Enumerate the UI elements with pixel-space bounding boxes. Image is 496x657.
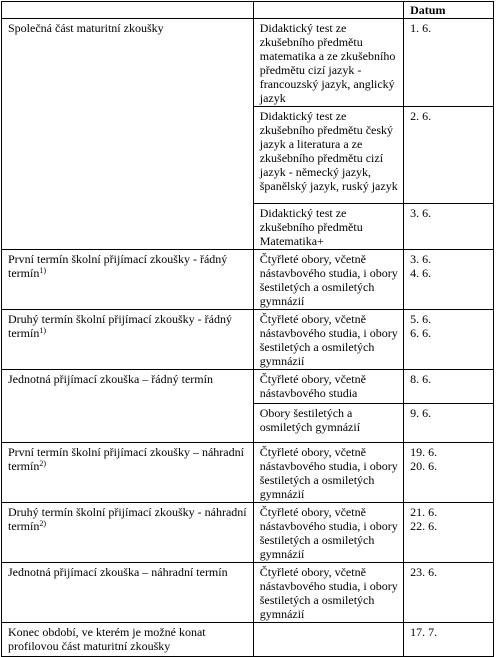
description-cell: Čtyřleté obory, včetně nástavbového studia, i obory šestiletých a osmiletých gymnázií	[253, 250, 403, 310]
date-value: 17. 7.	[410, 625, 438, 639]
footnote-marker: 1)	[39, 266, 46, 275]
description-cell: Čtyřleté obory, včetně nástavbového studia	[253, 370, 403, 404]
date-cell	[404, 204, 494, 250]
event-cell	[2, 503, 254, 563]
description-cell: Čtyřleté obory, včetně nástavbového studia, i obory šestiletých a osmiletých gymnázií	[253, 563, 403, 623]
date-cell	[404, 370, 494, 404]
description-cell: Čtyřleté obory, včetně nástavbového studia, i obory šestiletých a osmiletých gymnázií	[253, 310, 403, 370]
event-cell	[2, 370, 254, 443]
table-row	[2, 310, 494, 370]
date-value: 20. 6.	[410, 459, 438, 473]
date-value: 8. 6.	[410, 372, 432, 386]
date-cell	[404, 443, 494, 503]
header-date: Datum	[404, 2, 494, 19]
date-value: 4. 6.	[410, 266, 432, 280]
description-cell: Čtyřleté obory, včetně nástavbového studia, i obory šestiletých a osmiletých gymnázií	[253, 443, 403, 503]
description-cell	[253, 623, 403, 657]
event-cell	[2, 443, 254, 503]
date-cell	[404, 563, 494, 623]
description-cell: Čtyřleté obory, včetně nástavbového studia, i obory šestiletých a osmiletých gymnázií	[253, 503, 403, 563]
event-cell	[2, 310, 254, 370]
date-value: 21. 6.	[410, 505, 438, 519]
event-label: První termín školní přijímací zkoušky - řádný termín	[8, 252, 228, 280]
table-row	[2, 443, 494, 503]
footnote-marker: 1)	[39, 326, 46, 335]
date-value: 9. 6.	[410, 406, 432, 420]
date-cell	[404, 623, 494, 657]
footnote-marker: 2)	[39, 459, 46, 468]
header-col-2	[253, 2, 403, 19]
table-row	[2, 623, 494, 657]
description-cell: Didaktický test ze zkušebního předmětu český jazyk a literatura a ze zkušebního předmětu cizí jazyk - německý jazyk, španělský jazyk, ruský jazyk	[253, 107, 403, 204]
event-label: Konec období, ve kterém je možné konat profilovou část maturitní zkoušky	[8, 625, 206, 653]
schedule-table	[1, 1, 494, 657]
event-cell	[2, 563, 254, 623]
event-label: Společná část maturitní zkoušky	[8, 21, 164, 35]
date-value: 22. 6.	[410, 519, 438, 533]
date-value: 6. 6.	[410, 326, 432, 340]
date-value: 23. 6.	[410, 565, 438, 579]
table-row	[2, 563, 494, 623]
date-value: 2. 6.	[410, 109, 432, 123]
event-cell	[2, 250, 254, 310]
date-value: 3. 6.	[410, 206, 432, 220]
description-cell: Didaktický test ze zkušebního předmětu Matematika+	[253, 204, 403, 250]
table-row	[2, 250, 494, 310]
date-value: 1. 6.	[410, 21, 432, 35]
event-cell	[2, 623, 254, 657]
date-cell	[404, 250, 494, 310]
footnote-marker: 2)	[39, 519, 46, 528]
date-cell	[404, 19, 494, 107]
table-row	[2, 503, 494, 563]
description-cell: Didaktický test ze zkušebního předmětu matematika a ze zkušebního předmětu cizí jazyk - francouzský jazyk, anglický jazyk	[253, 19, 403, 107]
date-cell	[404, 107, 494, 204]
date-value: 19. 6.	[410, 445, 438, 459]
table-row	[2, 19, 494, 107]
table-header-row	[2, 2, 494, 19]
event-label: Jednotná přijímací zkouška – řádný termín	[8, 372, 213, 386]
event-label: Druhý termín školní přijímací zkoušky - náhradní termín	[8, 505, 247, 533]
event-label: Jednotná přijímací zkouška – náhradní termín	[8, 565, 228, 579]
event-label: Druhý termín školní přijímací zkoušky - řádný termín	[8, 312, 232, 340]
date-cell	[404, 503, 494, 563]
event-label: První termín školní přijímací zkoušky – náhradní termín	[8, 445, 244, 473]
date-value: 3. 6.	[410, 252, 432, 266]
date-cell	[404, 310, 494, 370]
event-cell	[2, 19, 254, 250]
header-col-1	[2, 2, 254, 19]
table-row	[2, 370, 494, 404]
table-body	[2, 19, 494, 657]
date-value: 5. 6.	[410, 312, 432, 326]
description-cell: Obory šestiletých a osmiletých gymnázií	[253, 404, 403, 443]
date-cell	[404, 404, 494, 443]
